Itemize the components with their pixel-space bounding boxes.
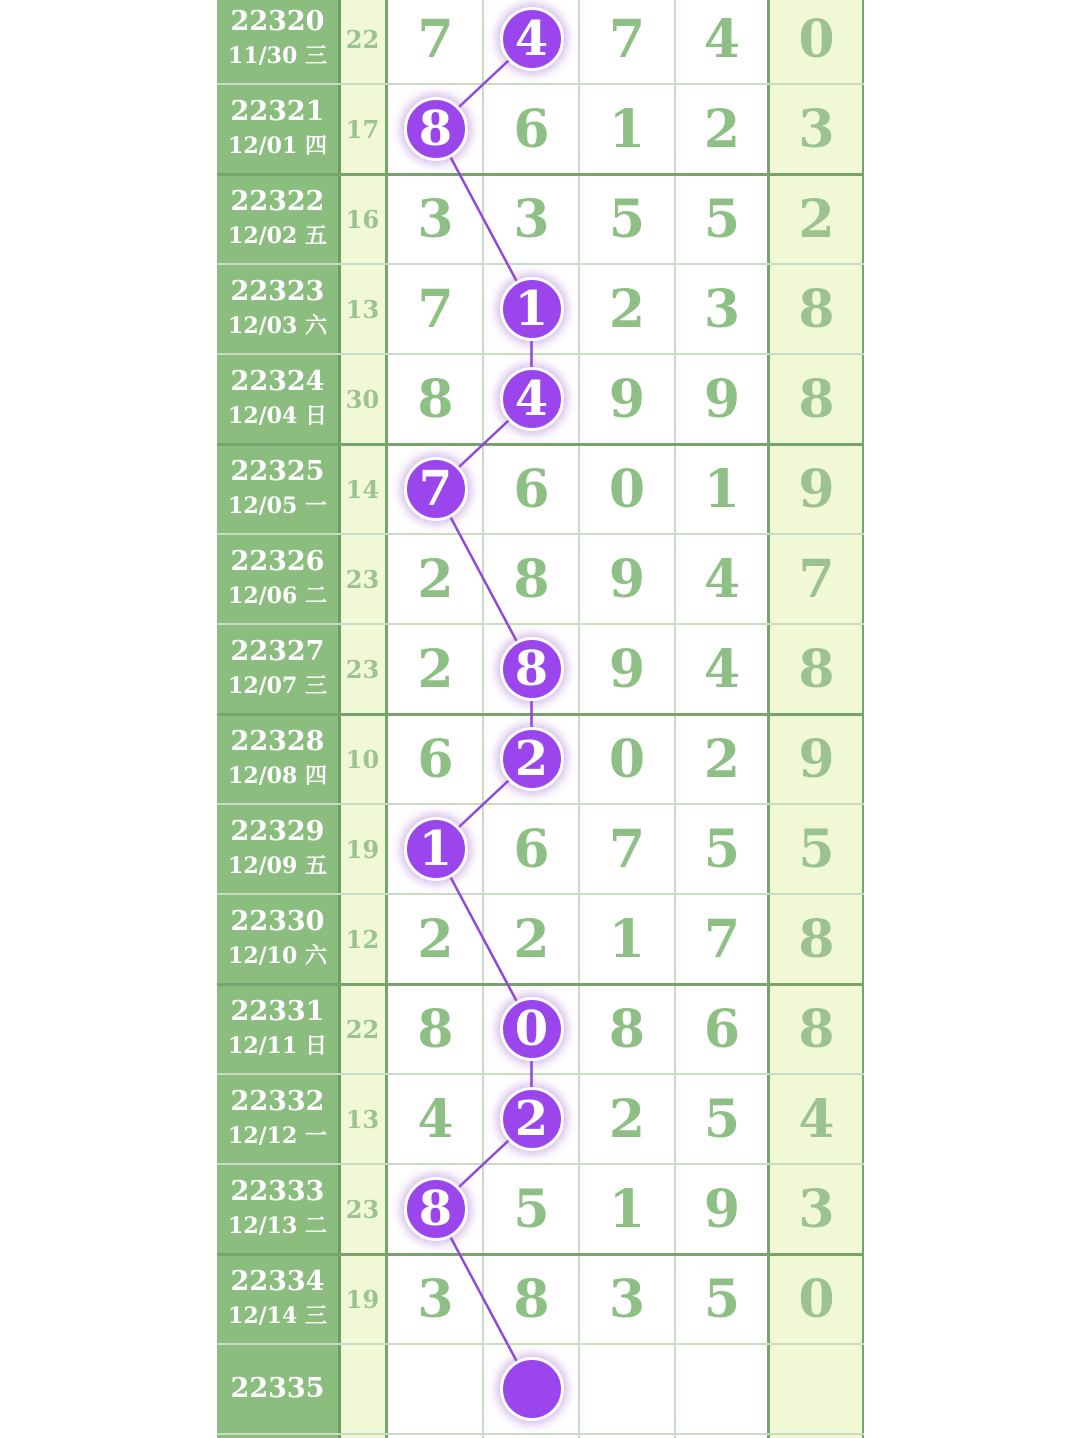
issue-number: 22324 [230,366,325,397]
issue-date: 12/11 日 [228,1033,327,1059]
digit-cell: 3 [608,1268,646,1330]
digit-cell: 7 [417,8,454,70]
issue-date: 12/12 一 [228,1123,327,1149]
digit-cell: 5 [703,818,741,880]
digit-cell: 4 [417,1088,454,1150]
digit-cell: 5 [513,1178,550,1240]
digit-cell: 5 [608,188,646,250]
digit-cell: 2 [417,638,454,700]
digit-cell: 7 [608,8,646,70]
digit-cell: 0 [608,458,646,520]
sum-cell: 22 [345,24,380,54]
digit-cell: 3 [798,98,835,160]
issue-number: 22320 [230,6,325,37]
ball-digit: 4 [500,367,564,431]
digit-cell: 6 [513,818,550,880]
digit-cell: 2 [513,908,550,970]
digit-cell: 8 [608,998,646,1060]
digit-cell: 9 [608,638,646,700]
ball-digit [500,1357,564,1421]
digit-cell: 1 [703,458,741,520]
issue-date: 11/30 三 [228,43,327,69]
digit-cell: 5 [798,818,835,880]
digit-cell: 9 [798,728,835,790]
issue-date: 12/08 四 [228,763,327,789]
ball-digit: 8 [404,97,468,161]
issue-date: 12/05 一 [228,493,327,519]
digit-cell: 2 [703,98,741,160]
issue-number: 22322 [230,186,325,217]
digit-cell: 8 [798,368,835,430]
digit-cell: 4 [703,548,741,610]
sum-cell: 23 [345,654,380,684]
issue-number: 22335 [230,1373,325,1404]
digit-cell: 7 [798,548,835,610]
ball-digit: 7 [404,457,468,521]
sum-cell: 12 [345,924,380,954]
digit-cell: 9 [798,458,835,520]
digit-cell: 8 [513,1268,550,1330]
digit-cell: 7 [417,278,454,340]
issue-number: 22331 [230,996,325,1027]
issue-date: 12/02 五 [228,223,327,249]
digit-cell: 4 [703,8,741,70]
digit-cell: 6 [513,98,550,160]
issue-number: 22329 [230,816,325,847]
sum-cell: 14 [345,474,380,504]
digit-cell: 8 [417,368,454,430]
digit-cell: 8 [798,998,835,1060]
digit-cell: 2 [417,908,454,970]
digit-cell: 3 [513,188,550,250]
ball-digit: 2 [500,727,564,791]
digit-cell: 4 [703,638,741,700]
digit-cell: 0 [798,8,835,70]
sum-cell: 16 [345,204,380,234]
issue-date: 12/01 四 [228,133,327,159]
digit-cell: 1 [608,908,646,970]
ball-digit: 0 [500,997,564,1061]
issue-number: 22327 [230,636,325,667]
trend-chart [217,0,864,1438]
digit-cell: 7 [703,908,741,970]
digit-cell: 3 [417,188,454,250]
digit-cell: 7 [608,818,646,880]
issue-date: 12/13 二 [228,1213,327,1239]
digit-cell: 2 [703,728,741,790]
issue-date: 12/07 三 [228,673,327,699]
sum-cell: 22 [345,1014,380,1044]
issue-number: 22321 [230,96,325,127]
issue-date: 12/03 六 [228,313,327,339]
issue-number: 22332 [230,1086,325,1117]
digit-cell: 2 [608,278,646,340]
sum-cell: 13 [345,294,380,324]
digit-cell: 6 [513,458,550,520]
ball-digit: 1 [404,817,468,881]
trend-line [217,0,864,1438]
digit-cell: 8 [513,548,550,610]
issue-date: 12/10 六 [228,943,327,969]
digit-cell: 9 [703,368,741,430]
digit-cell: 5 [703,1088,741,1150]
issue-number: 22328 [230,726,325,757]
issue-number: 22326 [230,546,325,577]
issue-date: 12/04 日 [228,403,327,429]
issue-number: 22325 [230,456,325,487]
digit-cell: 8 [417,998,454,1060]
sum-cell: 10 [345,744,380,774]
ball-digit: 2 [500,1087,564,1151]
sum-cell: 13 [345,1104,380,1134]
digit-cell: 1 [608,1178,646,1240]
ball-digit: 8 [404,1177,468,1241]
ball-digit: 4 [500,7,564,71]
sum-cell: 17 [345,114,380,144]
sum-cell: 30 [345,384,380,414]
digit-cell: 3 [417,1268,454,1330]
digit-cell: 9 [608,548,646,610]
issue-number: 22334 [230,1266,325,1297]
digit-cell: 0 [798,1268,835,1330]
digit-cell: 1 [608,98,646,160]
ball-digit: 8 [500,637,564,701]
digit-cell: 0 [608,728,646,790]
digit-cell: 8 [798,278,835,340]
digit-cell: 8 [798,908,835,970]
digit-cell: 2 [417,548,454,610]
sum-cell: 23 [345,564,380,594]
digit-cell: 8 [798,638,835,700]
issue-date: 12/09 五 [228,853,327,879]
issue-date: 12/14 三 [228,1303,327,1329]
digit-cell: 9 [703,1178,741,1240]
digit-cell: 9 [608,368,646,430]
digit-cell: 2 [798,188,835,250]
digit-cell: 3 [798,1178,835,1240]
digit-cell: 3 [703,278,741,340]
issue-date: 12/06 二 [228,583,327,609]
ball-digit: 1 [500,277,564,341]
digit-cell: 4 [798,1088,835,1150]
issue-number: 22323 [230,276,325,307]
digit-cell: 5 [703,188,741,250]
sum-cell: 19 [345,834,380,864]
digit-cell: 6 [703,998,741,1060]
sum-cell: 23 [345,1194,380,1224]
digit-cell: 2 [608,1088,646,1150]
issue-number: 22330 [230,906,325,937]
digit-cell: 5 [703,1268,741,1330]
digit-cell: 6 [417,728,454,790]
issue-number: 22333 [230,1176,325,1207]
sum-cell: 19 [345,1284,380,1314]
